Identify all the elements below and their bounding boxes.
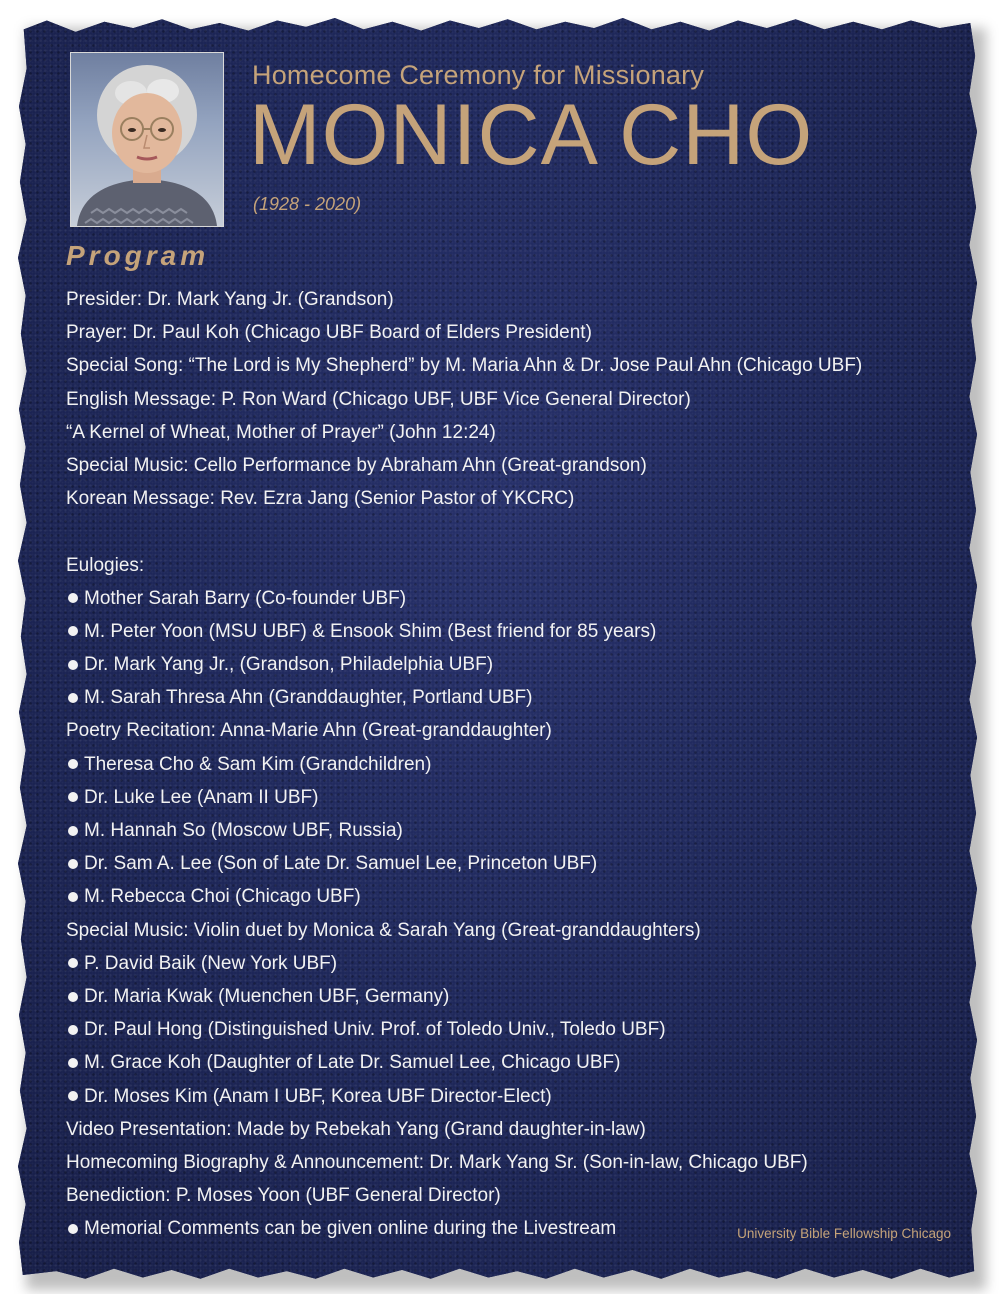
- bullet-icon: [68, 958, 78, 968]
- program-item: [66, 482, 946, 515]
- portrait-photo: [70, 52, 224, 227]
- bullet-icon: [68, 892, 78, 902]
- program-item-text: Dr. Luke Lee (Anam II UBF): [84, 786, 319, 808]
- program-item-text: Dr. Sam A. Lee (Son of Late Dr. Samuel Lee, Princeton UBF): [84, 853, 598, 875]
- missionary-name: MONICA CHO: [249, 87, 814, 183]
- program-item-text: M. Hannah So (Moscow UBF, Russia): [84, 820, 403, 841]
- program-item-text: M. Sarah Thresa Ahn (Granddaughter, Portland UBF): [84, 687, 533, 709]
- program-item-text: Dr. Mark Yang Jr., (Grandson, Philadelphia UBF): [84, 654, 494, 676]
- program-item: [66, 283, 946, 316]
- program-item-text: Special Music: Cello Performance by Abraham Ahn (Great-grandson): [66, 454, 647, 476]
- program-item: [66, 1046, 946, 1079]
- program-item-text: Dr. Paul Hong (Distinguished Univ. Prof. of Toledo Univ., Toledo UBF): [84, 1019, 666, 1041]
- life-years: (1928 - 2020): [253, 194, 362, 214]
- program-item: [66, 681, 946, 714]
- program-item-text: English Message: P. Ron Ward (Chicago UBF, UBF Vice General Director): [66, 388, 691, 410]
- organization-footer: University Bible Fellowship Chicago: [737, 1226, 951, 1241]
- program-item: [66, 947, 946, 980]
- program-item: [66, 1179, 946, 1212]
- program-item-text: Dr. Maria Kwak (Muenchen UBF, Germany): [84, 985, 450, 1007]
- program-item-text: Presider: Dr. Mark Yang Jr. (Grandson): [66, 289, 394, 310]
- bullet-icon: [68, 1091, 78, 1101]
- program-item: [66, 648, 946, 681]
- program-item: [66, 914, 946, 947]
- bullet-icon: [68, 992, 78, 1002]
- bullet-icon: [68, 759, 78, 769]
- program-item: [66, 814, 946, 847]
- program-item: [66, 615, 946, 648]
- program-item-text: Prayer: Dr. Paul Koh (Chicago UBF Board of Elders President): [66, 322, 592, 344]
- program-item: [66, 714, 946, 747]
- program-item-text: Eulogies:: [66, 554, 145, 576]
- program-item-text: Special Music: Violin duet by Monica & Sarah Yang (Great-granddaughters): [66, 919, 701, 941]
- program-spacer: [66, 515, 946, 548]
- program-item-text: Special Song: “The Lord is My Shepherd” by M. Maria Ahn & Dr. Jose Paul Ahn (Chicago UBF): [66, 355, 863, 377]
- program-item-text: Mother Sarah Barry (Co-founder UBF): [84, 587, 407, 609]
- program-item-text: “A Kernel of Wheat, Mother of Prayer” (John 12:24): [66, 421, 496, 443]
- program-item: [66, 980, 946, 1013]
- program-item: [66, 1146, 946, 1179]
- program-heading: Program: [66, 240, 210, 271]
- program-item: [66, 1113, 946, 1146]
- program-item-text: M. Peter Yoon (MSU UBF) & Ensook Shim (Best friend for 85 years): [84, 620, 657, 642]
- bullet-icon: [68, 826, 78, 836]
- program-item: [66, 1013, 946, 1046]
- bullet-icon: [68, 626, 78, 636]
- program-item-text: Memorial Comments can be given online during the Livestream: [84, 1218, 617, 1240]
- program-item: [66, 847, 946, 880]
- program-item-text: M. Grace Koh (Daughter of Late Dr. Samuel Lee, Chicago UBF): [84, 1052, 621, 1074]
- program-item-text: P. David Baik (New York UBF): [84, 952, 338, 974]
- program-item: [66, 549, 946, 582]
- program-item-text: Benediction: P. Moses Yoon (UBF General Director): [66, 1185, 501, 1207]
- program-item: [66, 449, 946, 482]
- program-item: [66, 748, 946, 781]
- bullet-icon: [68, 1224, 78, 1234]
- program-item-text: Poetry Recitation: Anna-Marie Ahn (Great-granddaughter): [66, 720, 552, 742]
- program-item: [66, 1080, 946, 1113]
- program-item-text: Theresa Cho & Sam Kim (Grandchildren): [84, 753, 432, 775]
- bullet-icon: [68, 593, 78, 603]
- program-item: [66, 383, 946, 416]
- program-item: [66, 349, 946, 382]
- program-item: [66, 582, 946, 615]
- program-item-text: Dr. Moses Kim (Anam I UBF, Korea UBF Director-Elect): [84, 1085, 552, 1107]
- program-item: [66, 781, 946, 814]
- program-item-text: Homecoming Biography & Announcement: Dr. Mark Yang Sr. (Son-in-law, Chicago UBF): [66, 1151, 808, 1173]
- bullet-icon: [68, 660, 78, 670]
- bullet-icon: [68, 693, 78, 703]
- program-item-text: Korean Message: Rev. Ezra Jang (Senior Pastor of YKCRC): [66, 488, 575, 510]
- program-list: [66, 283, 946, 1245]
- program-item: [66, 416, 946, 449]
- bullet-icon: [68, 1058, 78, 1068]
- bullet-icon: [68, 792, 78, 802]
- program-item-text: Video Presentation: Made by Rebekah Yang (Grand daughter-in-law): [66, 1118, 646, 1140]
- program-item-text: M. Rebecca Choi (Chicago UBF): [84, 886, 361, 908]
- bullet-icon: [68, 859, 78, 869]
- ceremony-subtitle: Homecome Ceremony for Missionary: [252, 60, 705, 90]
- bullet-icon: [68, 1025, 78, 1035]
- program-item: [66, 880, 946, 913]
- program-item: [66, 316, 946, 349]
